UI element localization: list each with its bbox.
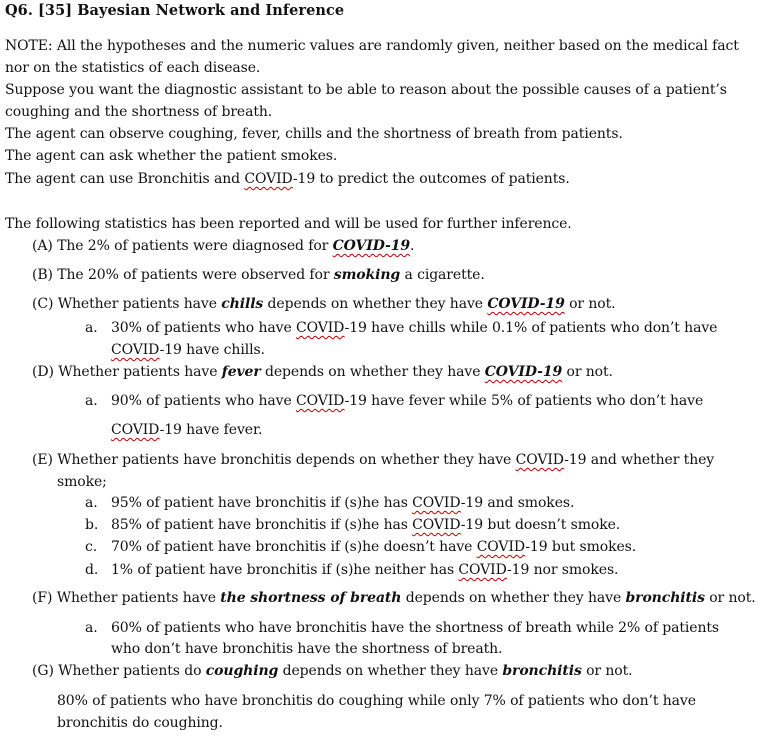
- item-g-line-1: 80% of patients who have bronchitis do coughing while only 7% of patients who don’t have: [57, 693, 696, 709]
- intro-line-7: The agent can use Bronchitis and COVID-19 to predict the outcomes of patients.: [5, 171, 570, 187]
- intro-line-1: NOTE: All the hypotheses and the numeric values are randomly given, neither based on the medical fact: [5, 38, 739, 54]
- intro-line-4: coughing and the shortness of breath.: [5, 104, 273, 120]
- item-c: (C) Whether patients have chills depends on whether they have COVID-19 or not.: [32, 296, 616, 312]
- intro-line-5: The agent can observe coughing, fever, chills and the shortness of breath from patients.: [5, 126, 623, 142]
- item-g-line-2: bronchitis do coughing.: [57, 715, 223, 731]
- item-e-sub-b-label: b.: [85, 517, 99, 533]
- item-d-sub-a-line-1: 90% of patients who have COVID-19 have fever while 5% of patients who don’t have: [111, 393, 704, 409]
- item-e-sub-c: 70% of patient have bronchitis if (s)he doesn’t have COVID-19 but smokes.: [111, 539, 637, 555]
- item-d: (D) Whether patients have fever depends on whether they have COVID-19 or not.: [32, 364, 613, 380]
- item-e-line-2: smoke;: [57, 474, 107, 490]
- item-e-sub-a-label: a.: [85, 495, 98, 511]
- item-d-sub-a-label: a.: [85, 393, 98, 409]
- item-a: (A) The 2% of patients were diagnosed for COVID-19.: [32, 238, 415, 254]
- item-f-sub-a-line-2: who don’t have bronchitis have the shortness of breath.: [111, 641, 503, 657]
- stats-intro: The following statistics has been reported and will be used for further inference.: [5, 216, 572, 232]
- item-e-sub-d: 1% of patient have bronchitis if (s)he neither has COVID-19 nor smokes.: [111, 562, 619, 578]
- item-f: (F) Whether patients have the shortness of breath depends on whether they have bronchitis or not.: [32, 590, 756, 606]
- item-e-sub-a: 95% of patient have bronchitis if (s)he has COVID-19 and smokes.: [111, 495, 575, 511]
- intro-line-2: nor on the statistics of each disease.: [5, 60, 261, 76]
- item-d-sub-a-line-2: COVID-19 have fever.: [111, 422, 263, 438]
- item-c-sub-a-line-2: COVID-19 have chills.: [111, 342, 265, 358]
- item-g: (G) Whether patients do coughing depends on whether they have bronchitis or not.: [32, 663, 633, 679]
- item-f-sub-a-label: a.: [85, 620, 98, 636]
- item-e-sub-b: 85% of patient have bronchitis if (s)he has COVID-19 but doesn’t smoke.: [111, 517, 621, 533]
- item-f-sub-a-line-1: 60% of patients who have bronchitis have the shortness of breath while 2% of patients: [111, 620, 719, 636]
- item-b: (B) The 20% of patients were observed for smoking a cigarette.: [32, 267, 485, 283]
- item-e-line-1: (E) Whether patients have bronchitis depends on whether they have COVID-19 and whether they: [32, 452, 715, 468]
- question-title: Q6. [35] Bayesian Network and Inference: [5, 2, 345, 19]
- item-e-sub-c-label: c.: [85, 539, 98, 555]
- item-e-sub-d-label: d.: [85, 562, 99, 578]
- intro-line-6: The agent can ask whether the patient smokes.: [5, 148, 338, 164]
- intro-line-3: Suppose you want the diagnostic assistant to be able to reason about the possible causes of a patient’s: [5, 82, 727, 98]
- item-c-sub-a-line-1: 30% of patients who have COVID-19 have chills while 0.1% of patients who don’t have: [111, 320, 718, 336]
- item-c-sub-a-label: a.: [85, 320, 98, 336]
